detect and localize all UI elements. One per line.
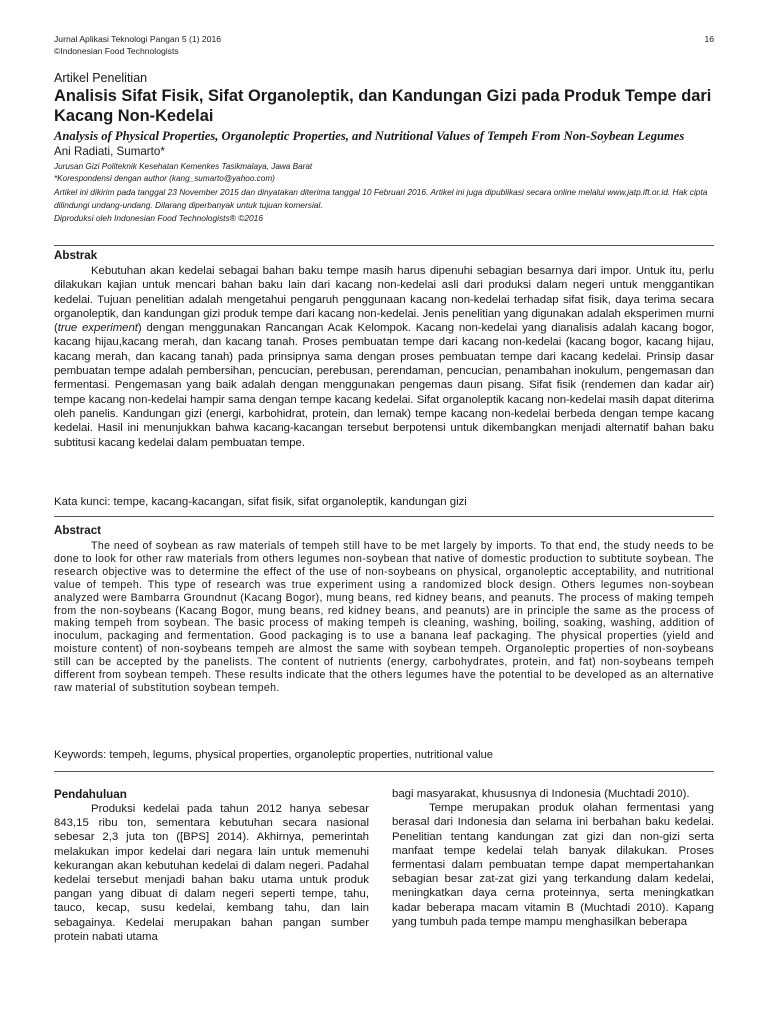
body-column-right (392, 787, 714, 929)
abstrak-text-part-1: Kebutuhan akan kedelai sebagai bahan baku tempe masih harus dipenuhi sebagian besarnya dari impor. Untuk itu, perlu dilakukan kajian untuk mencari bahan baku lain dari kacang non-kedelai asli dari produksi dalam negeri untuk menggantikan kedelai. Tujuan penelitian adalah mengetahui pengaruh penggunaan kacang non-kedelai terhadap sifat fisik, daya terima secara organoleptik, dan kandungan gizi produk tempe dari kacang non-kedelai. Jenis penelitian yang digunakan adalah eksperimen murni ( (54, 265, 714, 335)
page-number: 16 (704, 34, 714, 44)
abstrak-heading: Abstrak (54, 249, 98, 262)
article-info: Artikel ini dikirim pada tanggal 23 November 2015 dan dinyatakan diterima tanggal 10 Februari 2016. Artikel ini juga dipublikasi secara online melalui www.jatp.ift.or.id. Hak cipta dilindungi undang-undang. Dilarang diperbanyak untuk tujuan komersial. (54, 187, 708, 210)
produced-by: Diproduksi oleh Indonesian Food Technologists® ©2016 (54, 213, 263, 223)
pendahuluan-paragraph-2: Tempe merupakan produk olahan fermentasi yang berasal dari Indonesia dan selama ini berbahan baku kedelai. Penelitian tentang kandungan zat gizi dan non-gizi serta manfaat tempe kedelai telah banyak dilakukan. Proses fermentasi dalam pembuatan tempe dapat mempertahankan sebagian besar zat-zat gizi yang terkandung dalam kedelai, meningkatkan daya cerna proteinnya, serta meningkatkan kadar beberapa macam vitamin B (Muchtadi 2010). Kapang yang tumbuh pada tempe mampu menghasilkan beberapa (392, 802, 714, 928)
abstract-heading: Abstract (54, 524, 102, 537)
pendahuluan-paragraph-1: Produksi kedelai pada tahun 2012 hanya sebesar 843,15 ribu ton, sementara kebutuhan secara nasional sebesar 2,3 juta ton ([BPS] 2014). Akhirnya, pemerintah melakukan impor kedelai dari negara lain untuk memenuhi kekurangan akan kebutuhan kedelai di dalam negeri. Padahal kedelai tersebut menjadi bahan baku utama untuk produk pangan yang dibuat di dalam negeri seperti tempe, tahu, tauco, kecap, susu kedelai, kembang tahu, dan lain sebagainya. Kedelai merupakan bahan pangan sumber protein nabati utama (54, 803, 369, 943)
abstrak-text-part-2: ) dengan menggunakan Rancangan Acak Kelompok. Kacang non-kedelai yang dianalisis adalah kacang bogor, kacang hijau,kacang merah, dan kacang tanah. Proses pembuatan tempe dari kacang non-kedelai (kacang bogor, kacang hijau, kacang merah, dan kacang tanah) pada prinsipnya sama dengan proses pembuatan tempe dari kacang kedelai. Prinsip dasar pembuatan tempe adalah pembersihan, pencucian, perebusan, perendaman, pencucian, penambahan inokulum, pengemasan dan fermentasi. Pengemasan yang baik adalah dengan menggunakan pengemas daun pisang. Sifat fisik (rendemen dan kadar air) tempe kacang non-kedelai hampir sama dengan tempe kacang kedelai. Sifat organoleptik kacang non-kedelai masih dapat diterima oleh panelis. Kandungan gizi (energi, karbohidrat, protein, dan lemak) tempe kacang non-kedelai berbeda dengan tempe kacang kedelai. Hasil ini menunjukkan bahwa kacang-kacangan tersebut berpotensi untuk dikembangkan menjadi alternatif bahan baku subtitusi kacang kedelai dalam pembuatan tempe. (54, 322, 715, 449)
keywords: Keywords: tempeh, legums, physical properties, organoleptic properties, nutritional value (54, 749, 494, 761)
article-front-matter (54, 70, 714, 225)
page-header (54, 33, 714, 57)
abstract-text: The need of soybean as raw materials of tempeh still have to be met largely by imports. To that end, the study needs to be done to look for other raw materials from others legumes non-soybean that native of domestic production to subtitute soybean. The research objective was to determine the effect of the use of non-soybeans on physical, organoleptic acceptability, and nutritional value of tempeh. This type of research was true experiment using a randomized block design. Others legumes non-soybean analyzed were Bambarra Groundnut (Kacang Bogor), mung beans, red kidney beans, and peanuts. The process of making tempeh from the non-soybeans (Kacang Bogor, mung beans, red kidney beans, and peanuts) are in principle the same as the process of making tempeh from soybean. The basic process of making tempeh is cleaning, washing, boiling, soaking, washing, addition of inoculum, packaging and fermentation. Good packaging is to use a banana leaf packaging. The physical properties (yield and moisture content) of non-soybeans tempeh are almost the same with soybean tempeh. Organoleptic properties of non-soybeans still can be accepted by the panelists. The content of nutrients (energy, carbohydrates, protein, and fat) non-soybeans tempeh different from soybean tempeh. These results indicate that the others legumes have the potential to be developed as an alternative raw material of substitution soybean tempeh. (54, 540, 714, 694)
journal-copyright: ©Indonesian Food Technologists (54, 46, 179, 56)
authors: Ani Radiati, Sumarto* (54, 145, 165, 158)
abstrak-text-italic: true experiment (57, 322, 138, 335)
abstrak-text (54, 264, 714, 450)
article-title-english: Analysis of Physical Properties, Organoleptic Properties, and Nutritional Values of Tempeh From Non-Soybean Legumes (54, 129, 685, 143)
pendahuluan-heading: Pendahuluan (54, 788, 127, 801)
divider-middle (54, 516, 714, 517)
correspondence: *Korespondensi dengan author (kang_sumarto@yahoo.com) (54, 174, 275, 183)
journal-name: Jurnal Aplikasi Teknologi Pangan 5 (1) 2016 (54, 34, 222, 44)
article-type: Artikel Penelitian (54, 71, 148, 85)
abstrak-section (54, 248, 714, 450)
abstract-section (54, 523, 714, 695)
affiliation: Jurusan Gizi Politeknik Kesehatan Kemenkes Tasikmalaya, Jawa Barat (54, 162, 313, 171)
divider-top (54, 245, 714, 246)
pendahuluan-paragraph-1-cont: bagi masyarakat, khususnya di Indonesia (Muchtadi 2010). (392, 788, 690, 800)
body-column-left (54, 787, 369, 944)
article-title: Analisis Sifat Fisik, Sifat Organoleptik, dan Kandungan Gizi pada Produk Tempe dari Kacang Non-Kedelai (54, 87, 712, 125)
divider-bottom (54, 771, 714, 772)
kata-kunci: Kata kunci: tempe, kacang-kacangan, sifat fisik, sifat organoleptik, kandungan gizi (54, 496, 467, 508)
